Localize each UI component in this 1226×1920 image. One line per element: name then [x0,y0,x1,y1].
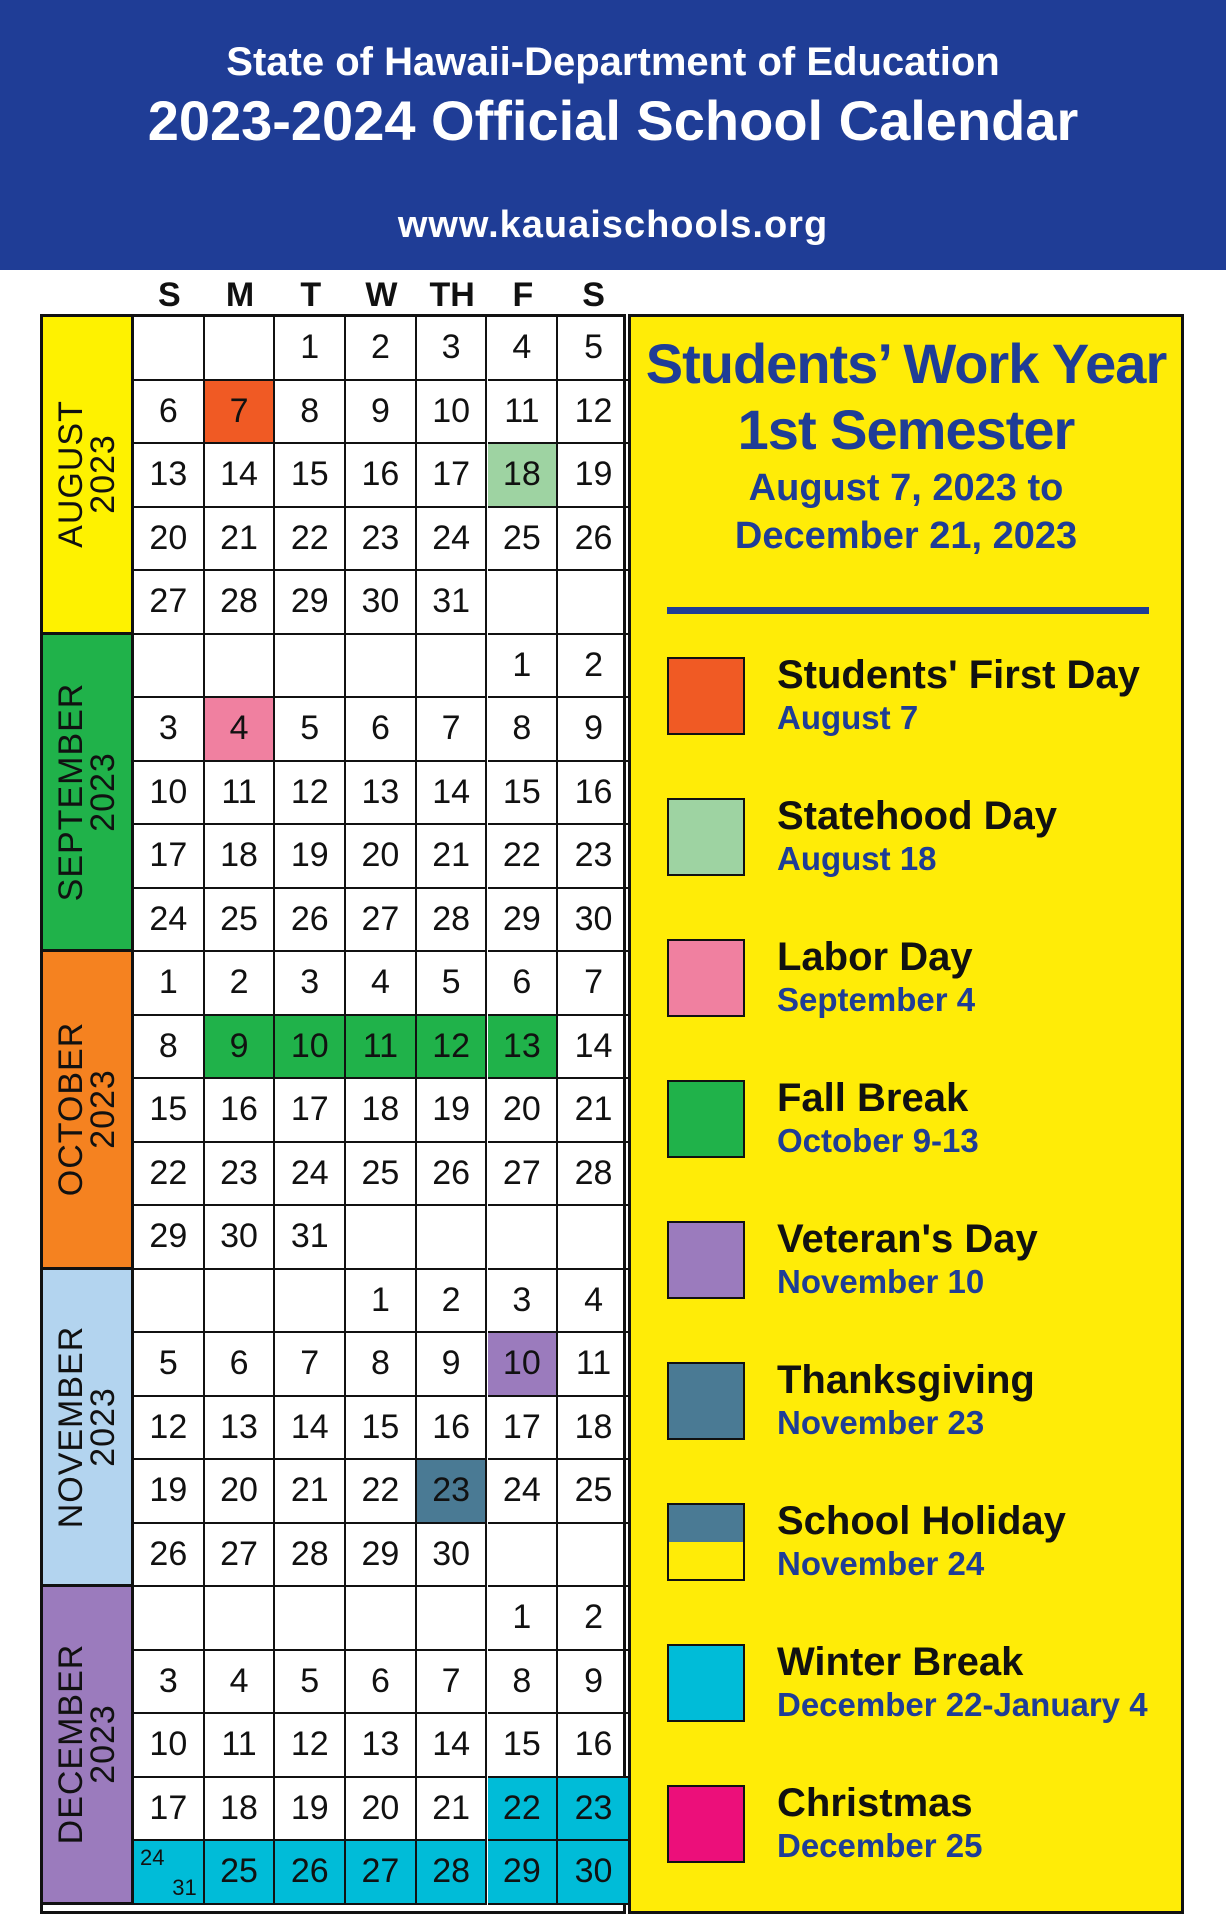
legend-item [667,1499,1157,1593]
day-cell: 15 [488,1714,559,1778]
weekday-label: W [365,276,398,314]
day-cell: 2 [205,952,276,1016]
day-cell: 12 [275,762,346,826]
day-cell: 14 [205,444,276,508]
day-cell: 13 [134,444,205,508]
legend-name: Statehood Day [777,794,1058,838]
day-cell: 30 [558,889,629,953]
semester-start: August 7, 2023 to [748,467,1064,509]
legend-swatch [667,1221,745,1299]
legend-item [667,1640,1157,1734]
day-cell: 13 [205,1397,276,1461]
legend-date: August 18 [777,840,937,877]
day-cell: 25 [488,508,559,572]
day-cell: 7 [417,1651,488,1715]
day-cell: 7 [558,952,629,1016]
day-cell: 20 [205,1460,276,1524]
day-cell: 17 [134,1778,205,1842]
day-cell: 22 [275,508,346,572]
day-cell: 4 [205,1651,276,1715]
legend-name: Veteran's Day [777,1217,1038,1261]
day-cell: 9 [558,1651,629,1715]
legend-swatch [667,657,745,735]
day-cell: 24 [275,1143,346,1207]
day-cell: 6 [346,1651,417,1715]
day-cell [558,571,629,635]
month-year: 2023 [84,1069,122,1150]
day-cell: 13 [346,762,417,826]
day-cell: 23 [346,508,417,572]
weekday-label: S [158,276,181,314]
day-cell: 27 [346,1841,417,1905]
day-cell [558,1524,629,1588]
day-cell: 25 [346,1143,417,1207]
legend-swatch [667,1503,745,1581]
day-number-secondary: 31 [172,1874,197,1900]
legend-item [667,1358,1157,1452]
day-cell: 16 [558,762,629,826]
day-cell: 13 [488,1016,559,1080]
day-cell: 22 [488,1778,559,1842]
day-cell: 26 [134,1524,205,1588]
divider-rule [667,607,1149,614]
day-cell: 13 [346,1714,417,1778]
day-cell: 6 [346,698,417,762]
day-cell: 14 [417,762,488,826]
legend-item [667,1217,1157,1311]
day-cell [417,1587,488,1651]
agency-name: State of Hawaii-Department of Education [226,40,1000,84]
day-cell: 21 [417,1778,488,1842]
day-cell: 16 [417,1397,488,1461]
day-cell: 1 [346,1270,417,1334]
day-cell: 8 [275,381,346,445]
month-year: 2023 [84,1704,122,1785]
weekday-label: F [512,276,534,314]
day-cell [134,1841,205,1905]
month-label-october [43,952,134,1270]
day-cell: 9 [417,1333,488,1397]
day-cell: 20 [346,825,417,889]
day-cell: 19 [275,825,346,889]
month-name: SEPTEMBER [52,682,90,902]
month-label-november [43,1270,134,1588]
day-cell: 28 [205,571,276,635]
day-cell: 22 [346,1460,417,1524]
legend-name: Christmas [777,1781,973,1825]
day-cell [346,1206,417,1270]
month-name: DECEMBER [52,1643,90,1845]
website-url[interactable]: www.kauaischools.org [397,204,829,246]
day-cell: 20 [134,508,205,572]
day-cell: 3 [275,952,346,1016]
weekday-label: T [300,276,322,314]
day-cell: 11 [205,1714,276,1778]
day-cell: 21 [417,825,488,889]
day-cell: 24 [134,889,205,953]
legend-swatch [667,1080,745,1158]
day-cell: 29 [488,1841,559,1905]
day-cell: 19 [134,1460,205,1524]
day-cell: 30 [417,1524,488,1588]
day-cell [558,1206,629,1270]
day-cell: 16 [205,1079,276,1143]
day-cell: 10 [488,1333,559,1397]
day-cell [275,635,346,699]
day-cell: 12 [417,1016,488,1080]
day-cell [134,317,205,381]
panel-heading-1: Students’ Work Year [645,332,1167,395]
day-cell: 5 [275,1651,346,1715]
day-cell: 27 [205,1524,276,1588]
day-cell: 25 [558,1460,629,1524]
day-cell: 5 [134,1333,205,1397]
legend-item [667,1781,1157,1875]
day-cell: 1 [488,1587,559,1651]
legend-item [667,1076,1157,1170]
day-cell: 24 [488,1460,559,1524]
day-cell: 26 [417,1143,488,1207]
day-cell: 5 [275,698,346,762]
day-cell: 15 [275,444,346,508]
legend-item [667,794,1157,888]
day-cell [488,571,559,635]
day-cell: 28 [417,1841,488,1905]
day-cell: 6 [134,381,205,445]
day-cell: 9 [346,381,417,445]
day-cell: 20 [346,1778,417,1842]
calendar-title [0,89,1226,152]
day-cell: 26 [275,1841,346,1905]
day-cell: 3 [134,1651,205,1715]
legend-swatch [667,939,745,1017]
day-number: 24 [140,1845,165,1870]
day-cell [275,1270,346,1334]
day-cell: 2 [558,635,629,699]
day-cell: 16 [558,1714,629,1778]
day-cell: 21 [558,1079,629,1143]
legend-item [667,653,1157,747]
day-cell: 5 [417,952,488,1016]
day-cell: 7 [417,698,488,762]
month-label-august [43,317,134,635]
month-year: 2023 [84,1386,122,1467]
weekday-label: M [225,276,255,314]
day-cell: 15 [488,762,559,826]
day-cell: 17 [417,444,488,508]
day-cell: 14 [558,1016,629,1080]
legend-name: Students' First Day [777,653,1140,697]
legend-name: School Holiday [777,1499,1066,1543]
legend-date: November 24 [777,1545,985,1582]
day-cell: 28 [417,889,488,953]
legend-name: Fall Break [777,1076,969,1120]
day-cell [417,1206,488,1270]
weekday-label: TH [429,276,475,314]
day-cell: 23 [558,825,629,889]
day-cell: 22 [134,1143,205,1207]
legend-item [667,935,1157,1029]
day-cell: 18 [205,825,276,889]
day-cell: 24 [417,508,488,572]
panel-heading-2: 1st Semester [737,398,1075,461]
day-cell: 19 [417,1079,488,1143]
day-cell: 17 [488,1397,559,1461]
day-cell [134,1270,205,1334]
day-cell: 30 [346,571,417,635]
day-cell: 1 [488,635,559,699]
day-cell: 6 [488,952,559,1016]
month-label-december [43,1587,134,1905]
day-cell: 27 [346,889,417,953]
day-cell: 10 [275,1016,346,1080]
weekday-label: S [582,276,605,314]
legend-date: November 23 [777,1404,985,1441]
legend-date: August 7 [777,699,919,736]
day-cell [275,1587,346,1651]
header-banner [0,0,1226,270]
month-label-september [43,635,134,953]
day-cell [205,1270,276,1334]
day-cell: 23 [205,1143,276,1207]
day-cell: 7 [275,1333,346,1397]
calendar-grid [40,314,626,1914]
day-cell: 9 [205,1016,276,1080]
day-cell: 19 [275,1778,346,1842]
day-cell: 8 [488,698,559,762]
day-cell: 23 [417,1460,488,1524]
day-cell: 1 [134,952,205,1016]
day-cell: 14 [417,1714,488,1778]
day-cell: 27 [134,571,205,635]
day-cell: 11 [558,1333,629,1397]
day-cell: 6 [205,1333,276,1397]
day-cell: 10 [134,1714,205,1778]
day-cell: 25 [205,1841,276,1905]
day-cell: 25 [205,889,276,953]
day-cell: 17 [134,825,205,889]
legend-swatch [667,1785,745,1863]
month-name: AUGUST [52,400,90,549]
legend-date: December 25 [777,1827,983,1864]
day-cell: 27 [488,1143,559,1207]
legend-date: October 9-13 [777,1122,979,1159]
day-cell: 18 [488,444,559,508]
day-cell: 10 [417,381,488,445]
legend-name: Thanksgiving [777,1358,1035,1402]
day-cell: 29 [134,1206,205,1270]
day-cell [488,1524,559,1588]
day-cell: 2 [346,317,417,381]
day-cell: 31 [275,1206,346,1270]
day-cell: 9 [558,698,629,762]
day-cell [134,1587,205,1651]
calendar-title-text: 2023-2024 Official School Calendar [147,89,1079,152]
legend-date: September 4 [777,981,976,1018]
day-cell: 15 [134,1079,205,1143]
day-cell [488,1206,559,1270]
day-cell: 3 [417,317,488,381]
day-cell: 18 [558,1397,629,1461]
day-cell: 21 [205,508,276,572]
semester-end: December 21, 2023 [734,515,1078,557]
day-cell: 31 [417,571,488,635]
day-cell: 11 [488,381,559,445]
day-cell: 2 [417,1270,488,1334]
day-cell: 2 [558,1587,629,1651]
day-cell: 4 [488,317,559,381]
day-cell [205,1587,276,1651]
day-cell: 3 [488,1270,559,1334]
day-cell: 28 [275,1524,346,1588]
day-cell: 15 [346,1397,417,1461]
legend-swatch [667,798,745,876]
day-cell: 29 [488,889,559,953]
day-cell [346,635,417,699]
day-cell: 8 [346,1333,417,1397]
day-cell: 26 [275,889,346,953]
day-cell: 3 [134,698,205,762]
legend-date: November 10 [777,1263,985,1300]
day-cell [417,635,488,699]
day-cell: 20 [488,1079,559,1143]
day-cell: 14 [275,1397,346,1461]
day-cell: 19 [558,444,629,508]
day-cell [205,635,276,699]
month-name: NOVEMBER [52,1325,90,1529]
day-cell: 1 [275,317,346,381]
legend-name: Labor Day [777,935,973,979]
month-name: OCTOBER [52,1021,90,1197]
day-cell: 8 [488,1651,559,1715]
day-cell: 22 [488,825,559,889]
day-cell: 28 [558,1143,629,1207]
day-cell [205,317,276,381]
day-cell: 16 [346,444,417,508]
day-cell: 4 [558,1270,629,1334]
day-cell: 29 [346,1524,417,1588]
day-cell: 12 [275,1714,346,1778]
day-cell [346,1587,417,1651]
legend-name: Winter Break [777,1640,1024,1684]
day-cell: 12 [134,1397,205,1461]
legend-swatch [667,1362,745,1440]
day-cell: 8 [134,1016,205,1080]
month-year: 2023 [84,434,122,515]
day-cell: 26 [558,508,629,572]
legend-panel [628,314,1184,1914]
month-year: 2023 [84,751,122,832]
day-cell: 23 [558,1778,629,1842]
day-cell: 7 [205,381,276,445]
legend-swatch [667,1644,745,1722]
day-cell: 30 [558,1841,629,1905]
day-cell: 11 [346,1016,417,1080]
day-cell: 10 [134,762,205,826]
day-cell [134,635,205,699]
day-cell: 29 [275,571,346,635]
day-cell: 18 [346,1079,417,1143]
day-cell: 4 [346,952,417,1016]
day-cell: 18 [205,1778,276,1842]
day-cell: 5 [558,317,629,381]
day-cell: 4 [205,698,276,762]
legend-date: December 22-January 4 [777,1686,1148,1723]
day-cell: 11 [205,762,276,826]
day-cell: 17 [275,1079,346,1143]
day-cell: 12 [558,381,629,445]
day-cell: 21 [275,1460,346,1524]
day-cell: 30 [205,1206,276,1270]
